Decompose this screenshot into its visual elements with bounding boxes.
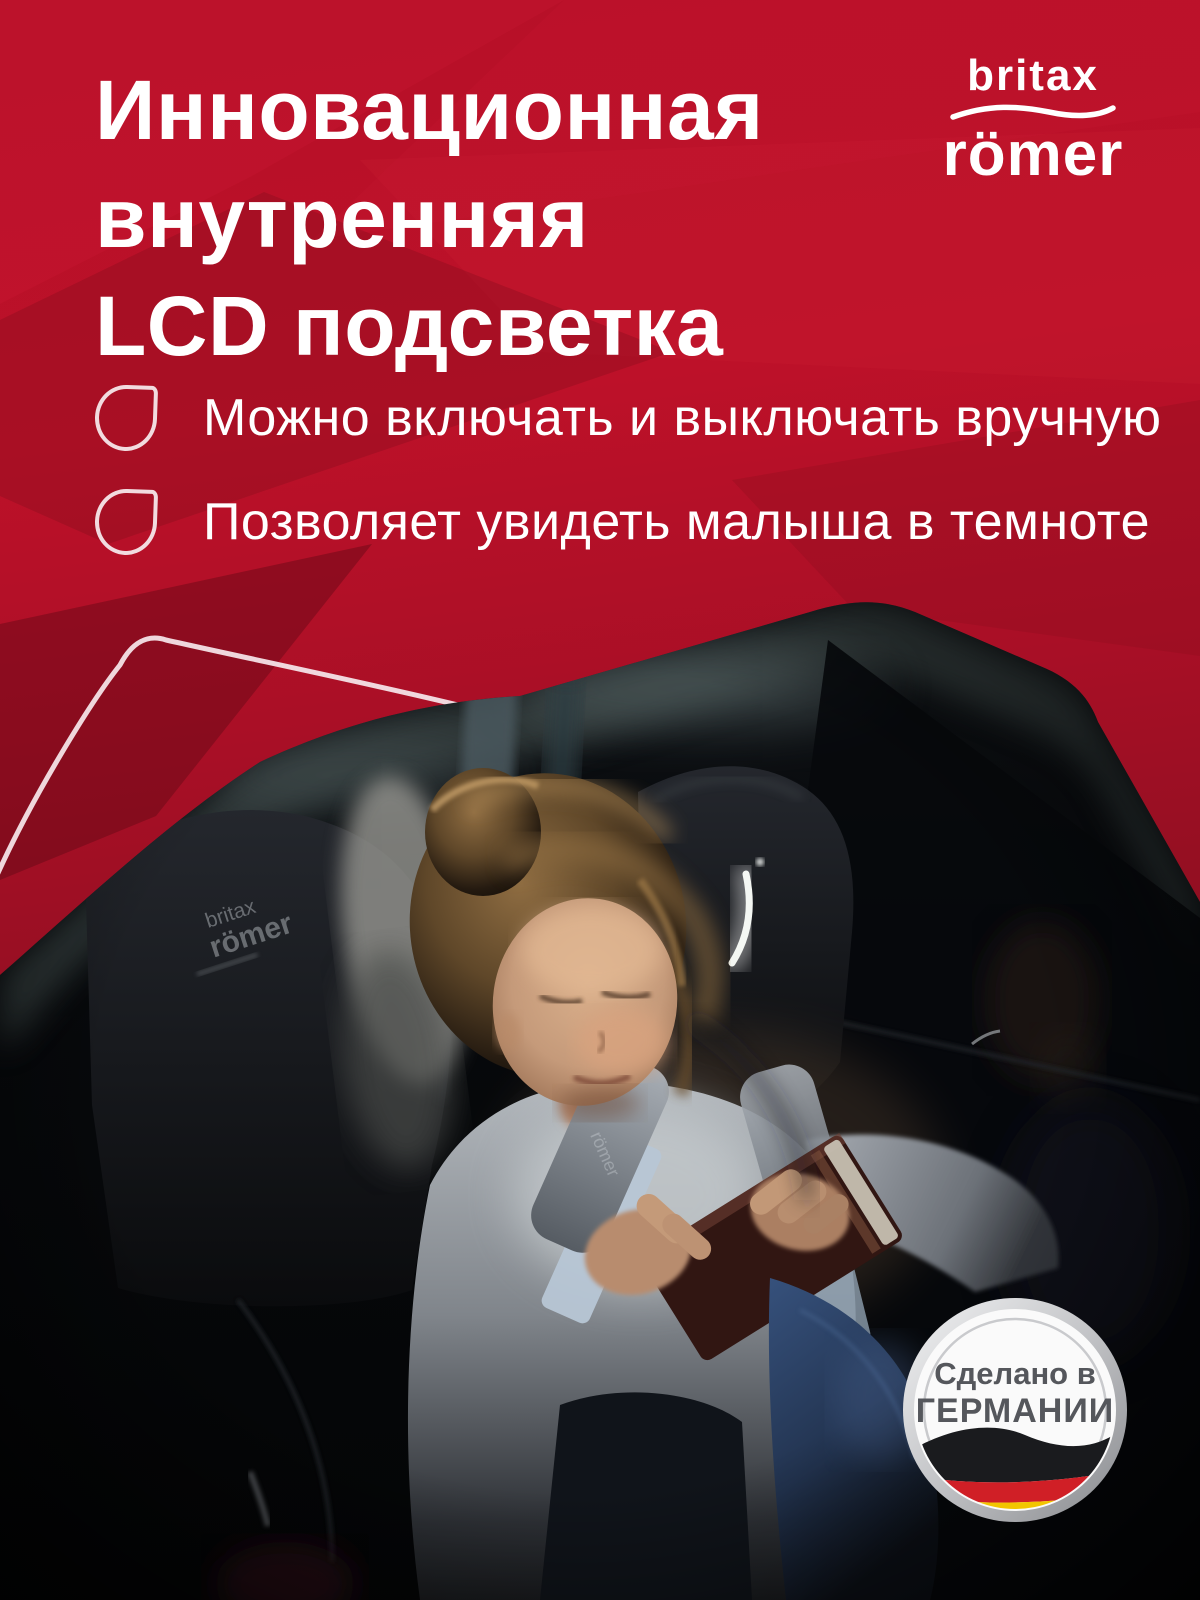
feature-row (95, 385, 1162, 451)
britax-romer-logo (938, 51, 1128, 189)
feature-text: Можно включать и выключать вручную (203, 389, 1162, 447)
feature-row (95, 489, 1162, 555)
teardrop-bullet-icon (94, 384, 158, 452)
title-line-3: LCD подсветка (95, 279, 724, 373)
badge-text-line1: Сделано в (934, 1356, 1096, 1391)
badge-text-line2: ГЕРМАНИИ (915, 1392, 1115, 1430)
title-line-1: Инновационная (95, 63, 764, 157)
brand-britax-label: britax (967, 51, 1099, 100)
feature-text: Позволяет увидеть малыша в темноте (203, 493, 1150, 551)
title-line-2: внутренняя (95, 171, 589, 265)
brand-romer-label: römer (942, 120, 1124, 189)
teardrop-bullet-icon (94, 488, 158, 556)
page-title (95, 56, 764, 380)
made-in-germany-badge (903, 1298, 1127, 1522)
feature-list (95, 385, 1162, 593)
